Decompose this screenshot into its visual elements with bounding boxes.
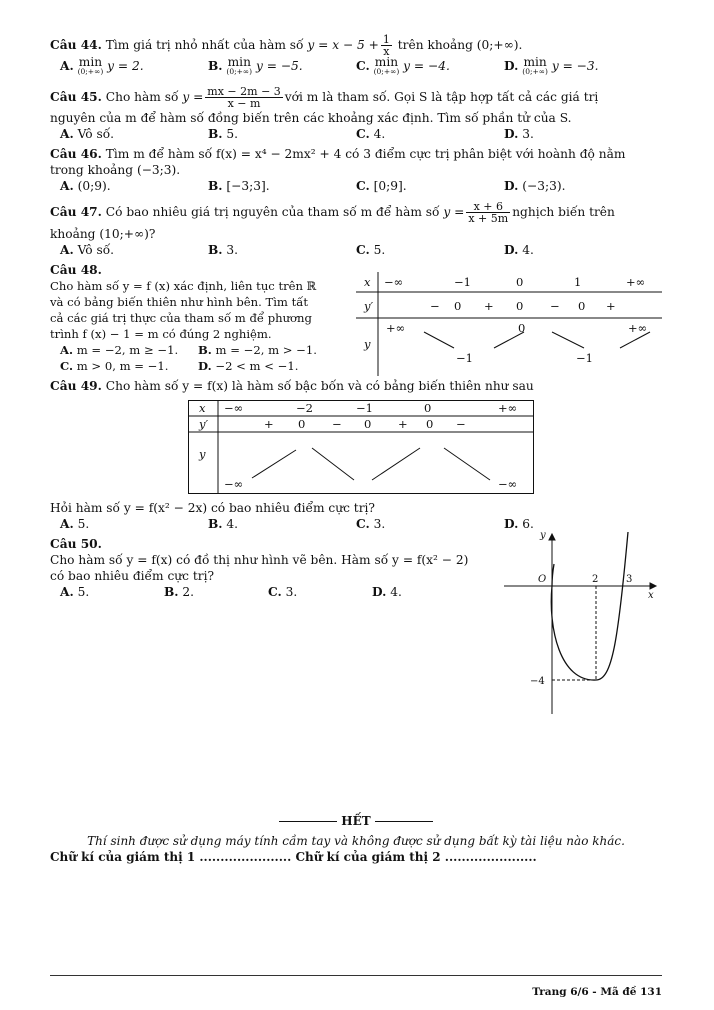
variation-table-49 — [188, 400, 534, 494]
x-axis-arrow — [650, 583, 656, 589]
question-text: trong khoảng (−3;3). — [50, 163, 181, 177]
question-47 — [50, 198, 662, 258]
option-c[interactable]: C. [0;9]. — [356, 179, 407, 193]
arrow-up — [372, 448, 420, 480]
question-text: trình f (x) − 1 = m có đúng 2 nghiệm. — [50, 327, 272, 341]
question-text: cả các giá trị thực của tham số m để phương — [50, 311, 312, 325]
y-value: −∞ — [498, 477, 518, 491]
exam-note: Thí sinh được sử dụng máy tính cầm tay và không được sử dụng bất kỳ tài liệu nào khác. — [87, 834, 625, 848]
end-rule-right — [375, 821, 433, 822]
answer-options — [50, 178, 662, 194]
answer-options — [50, 55, 662, 82]
question-44 — [50, 34, 662, 82]
x-value: 0 — [516, 275, 524, 289]
x-value: −∞ — [384, 275, 404, 289]
question-body — [50, 278, 355, 374]
question-number: Câu 47. — [50, 205, 102, 219]
question-number: Câu 50. — [50, 537, 102, 551]
fraction-numerator: 1 — [382, 33, 390, 46]
sign: − — [332, 417, 342, 431]
option-d[interactable]: D. min (0;+∞) y = −3. — [504, 55, 599, 76]
option-d[interactable]: D. 4. — [504, 243, 534, 257]
question-text: và có bảng biến thiên như hình bên. Tìm tất — [50, 295, 309, 309]
y-axis-label: y — [540, 532, 546, 541]
fraction-numerator: mx − 2m − 3 — [207, 84, 281, 98]
x-value: −1 — [356, 401, 373, 415]
sign: 0 — [578, 299, 586, 313]
option-a[interactable]: A. m = −2, m ≥ −1. — [60, 343, 179, 357]
x-axis-label: x — [648, 590, 654, 601]
question-49 — [50, 378, 662, 532]
y-axis-arrow — [549, 534, 555, 540]
option-b[interactable]: B. 3. — [208, 243, 239, 257]
x-value: −∞ — [224, 401, 244, 415]
y-value: +∞ — [628, 321, 648, 335]
question-45 — [50, 84, 662, 142]
option-d[interactable]: D. −2 < m < −1. — [198, 359, 299, 373]
fraction — [381, 34, 392, 57]
option-c[interactable]: C. 4. — [356, 127, 386, 141]
option-c[interactable]: C. 5. — [356, 243, 386, 257]
option-c[interactable]: C. 3. — [268, 585, 298, 599]
question-text: với m là tham số. Gọi S là tập hợp tất cả các giá trị — [284, 90, 599, 104]
sign: 0 — [298, 417, 306, 431]
question-text: nghịch biến trên — [512, 205, 615, 219]
arrow-down — [444, 448, 490, 480]
x-label: x — [364, 275, 371, 289]
sign: 0 — [364, 417, 372, 431]
x-value: −1 — [454, 275, 471, 289]
x-value: −2 — [296, 401, 313, 415]
function-expr: y = x − 5 + — [307, 38, 379, 52]
tick-label: 3 — [626, 574, 633, 585]
answer-options — [50, 242, 662, 258]
question-number: Câu 44. — [50, 38, 102, 52]
y-value: 0 — [518, 321, 526, 335]
y-value: +∞ — [386, 321, 406, 335]
option-c[interactable]: C. min (0;+∞) y = −4. — [356, 55, 450, 76]
question-number: Câu 46. — [50, 147, 102, 161]
question-text: có bao nhiêu điểm cực trị? — [50, 569, 215, 583]
question-46 — [50, 146, 662, 194]
fraction — [205, 86, 282, 109]
end-text: HẾT — [341, 814, 371, 828]
option-b[interactable]: B. min (0;+∞) y = −5. — [208, 55, 303, 76]
y-value: −∞ — [224, 477, 244, 491]
sign: − — [550, 299, 560, 313]
question-50 — [50, 532, 662, 716]
question-48 — [50, 262, 662, 380]
sign: 0 — [516, 299, 524, 313]
option-b[interactable]: B. 5. — [208, 127, 239, 141]
fraction — [466, 201, 510, 224]
tick-label: −4 — [530, 676, 545, 687]
tick-label: 2 — [592, 574, 599, 585]
answer-options — [50, 342, 355, 358]
fraction-denominator: x − m — [227, 96, 261, 110]
option-b[interactable]: B. m = −2, m > −1. — [198, 343, 317, 357]
signature-1: Chữ kí của giám thị 1 ...................... — [50, 850, 292, 864]
end-marker — [50, 814, 662, 828]
cubic-curve — [551, 532, 628, 680]
option-d[interactable]: D. 3. — [504, 127, 534, 141]
variation-table-48 — [356, 272, 662, 376]
question-text: Cho hàm số y = f (x) xác định, liên tục trên ℝ — [50, 279, 317, 293]
signature-line — [50, 850, 662, 864]
question-number: Câu 49. — [50, 379, 102, 393]
option-b[interactable]: B. [−3;3]. — [208, 179, 270, 193]
y-label: y — [364, 337, 371, 351]
question-text: trên khoảng (0;+∞). — [397, 38, 523, 52]
option-b[interactable]: B. 4. — [208, 517, 239, 531]
y-value: −1 — [576, 351, 593, 365]
fraction-numerator: x + 6 — [466, 201, 510, 213]
option-d[interactable]: D. (−3;3). — [504, 179, 566, 193]
answer-options — [50, 584, 460, 600]
answer-options — [50, 358, 355, 374]
question-text: Tìm giá trị nhỏ nhất của hàm số — [105, 38, 304, 52]
sign: − — [456, 417, 466, 431]
yprime-label: y′ — [364, 299, 374, 313]
question-text: Cho hàm số — [105, 90, 179, 104]
sign: + — [484, 299, 494, 313]
option-a[interactable]: A. Vô số. — [60, 127, 115, 141]
answer-options — [50, 126, 662, 142]
y-label: y — [199, 447, 206, 461]
option-a[interactable]: A. 5. — [60, 517, 90, 531]
option-a[interactable]: A. (0;9). — [60, 179, 111, 193]
question-text: Hỏi hàm số y = f(x² − 2x) có bao nhiêu điểm cực trị? — [50, 501, 375, 515]
sign: + — [606, 299, 616, 313]
x-label: x — [199, 401, 206, 415]
arrow-down — [424, 332, 454, 348]
x-value: +∞ — [626, 275, 646, 289]
end-rule-left — [279, 821, 337, 822]
sign: − — [430, 299, 440, 313]
question-number: Câu 48. — [50, 263, 102, 277]
yprime-label: y′ — [199, 417, 209, 431]
option-d[interactable]: D. 6. — [504, 517, 534, 531]
question-text: Có bao nhiêu giá trị nguyên của tham số m để hàm số — [105, 205, 440, 219]
fraction-denominator: x — [383, 45, 390, 58]
question-text: nguyên của m để hàm số đồng biến trên các khoảng xác định. Tìm số phần tử của S. — [50, 111, 572, 125]
origin-label: O — [538, 574, 547, 585]
question-number: Câu 45. — [50, 90, 102, 104]
sign: + — [264, 417, 274, 431]
sign: + — [398, 417, 408, 431]
function-graph — [500, 532, 660, 714]
function-expr: y = — [182, 90, 204, 104]
option-a[interactable]: A. 5. — [60, 585, 90, 599]
sign: 0 — [426, 417, 434, 431]
question-text: Cho hàm số y = f(x) có đồ thị như hình vẽ bên. Hàm số y = f(x² − 2) — [50, 553, 469, 567]
page-footer: Trang 6/6 - Mã đề 131 — [532, 986, 662, 998]
question-text: khoảng (10;+∞)? — [50, 227, 156, 241]
option-d[interactable]: D. 4. — [372, 585, 402, 599]
x-value: 0 — [424, 401, 432, 415]
x-value: +∞ — [498, 401, 518, 415]
option-b[interactable]: B. 2. — [164, 585, 195, 599]
arrow-up — [252, 450, 296, 478]
x-value: 1 — [574, 275, 582, 289]
question-text: Tìm m để hàm số f(x) = x⁴ − 2mx² + 4 có 3 điểm cực trị phân biệt với hoành độ nằm — [105, 147, 626, 161]
sign: 0 — [454, 299, 462, 313]
option-a[interactable]: A. Vô số. — [60, 243, 115, 257]
fraction-denominator: x + 5m — [468, 211, 509, 225]
question-text: Cho hàm số y = f(x) là hàm số bậc bốn và có bảng biến thiên như sau — [105, 379, 534, 393]
answer-options — [50, 516, 662, 532]
footer-rule — [50, 975, 662, 976]
option-a[interactable]: A. min (0;+∞) y = 2. — [60, 55, 144, 76]
y-value: −1 — [456, 351, 473, 365]
exam-page — [50, 34, 662, 716]
function-expr: y = — [443, 205, 465, 219]
option-c[interactable]: C. 3. — [356, 517, 386, 531]
signature-2: Chữ kí của giám thị 2 ...................... — [295, 850, 537, 864]
arrow-down — [312, 448, 354, 480]
arrow-down — [552, 332, 584, 348]
option-c[interactable]: C. m > 0, m = −1. — [60, 359, 169, 373]
